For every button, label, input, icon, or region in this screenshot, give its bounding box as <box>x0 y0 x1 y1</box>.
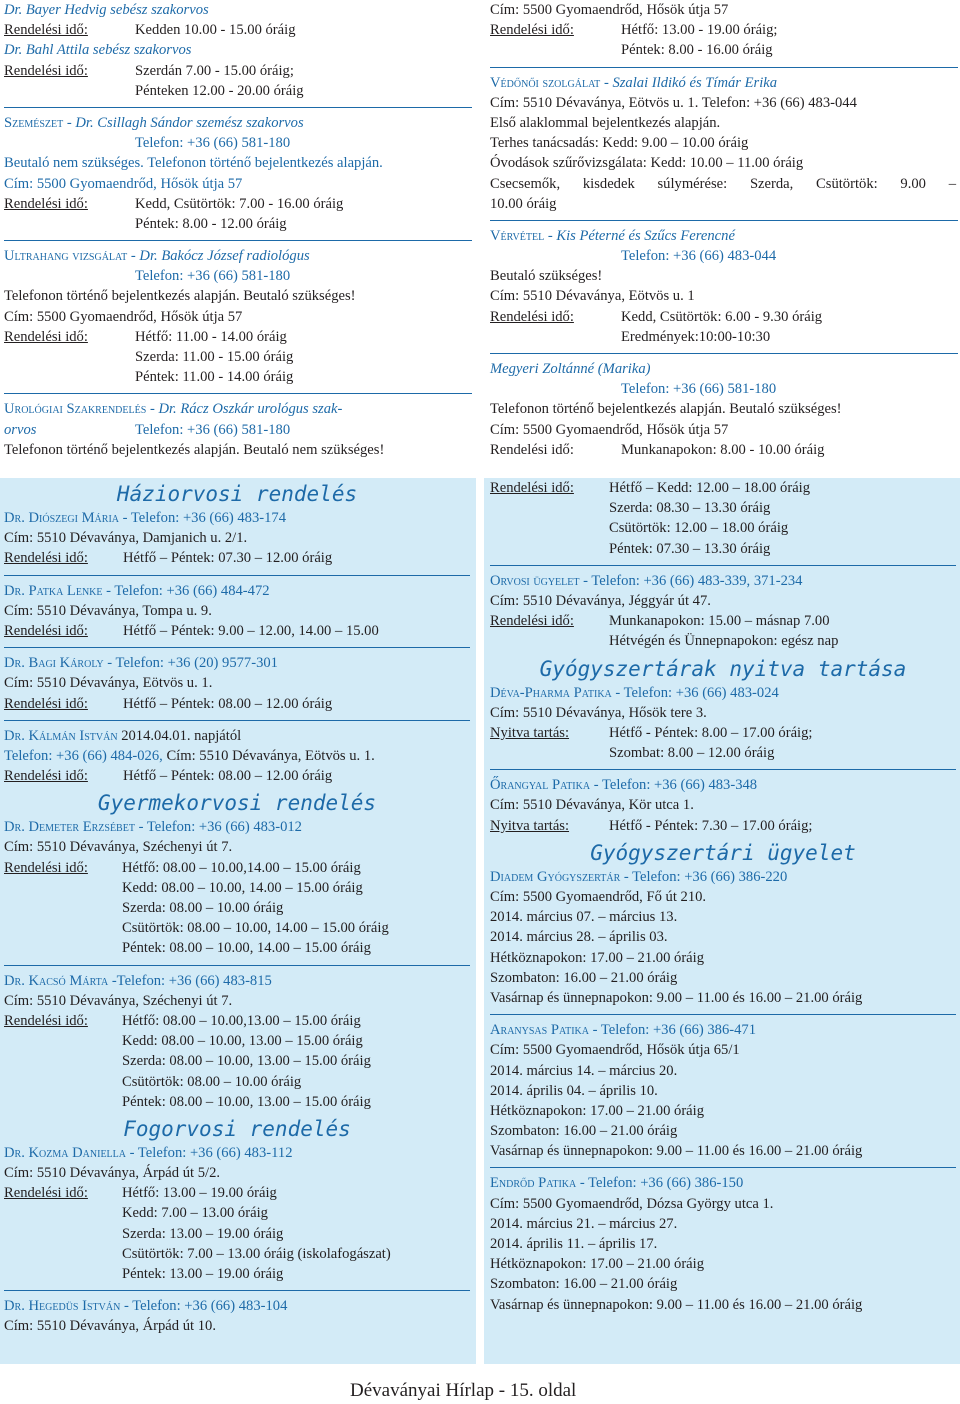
hours <box>490 816 956 836</box>
bayer-hours <box>4 20 470 40</box>
hours-value: Kedden 10.00 - 15.00 óráig <box>135 22 296 39</box>
phone: - Telefon: +36 (20) 9577-301 <box>103 655 278 672</box>
address: Cím: 5500 Gyomaendrőd, Fő út 210. <box>490 889 707 905</box>
address: Cím: 5510 Dévaványa, Eötvös u. 1 <box>490 288 695 305</box>
hazi-d4-contact <box>4 746 470 766</box>
hours-value: Hétfő – Péntek: 08.00 – 12.00 óráig <box>123 768 333 785</box>
duty-hours: Szombaton: 16.00 – 21.00 óráig <box>490 1123 678 1140</box>
address: Cím: 5510 Dévaványa, Eötvös u. 1. <box>4 675 213 692</box>
hours-value: Munkanapokon: 8.00 - 10.00 óráig <box>621 441 825 458</box>
szem-phone: Telefon: +36 (66) 581-180 <box>135 135 291 152</box>
ultra-phone: Telefon: +36 (66) 581-180 <box>135 268 291 285</box>
pharmacy-name: Endrőd Patika <box>490 1175 577 1192</box>
bayer-name: Dr. Bayer Hedvig sebész szakorvos <box>4 2 209 18</box>
section-divider <box>490 353 958 354</box>
section-divider <box>4 965 470 966</box>
hours-value: Kedd, Csütörtök: 7.00 - 16.00 óráig <box>135 195 344 212</box>
hours-label: Rendelési idő: <box>4 1012 88 1029</box>
phone: Telefon: +36 (66) 484-026, <box>4 747 163 764</box>
duty-dates: 2014. március 07. – március 13. <box>490 909 678 926</box>
hours <box>490 723 956 743</box>
note: Telefonon történő bejelentkezés alapján. Beutaló szükséges! <box>490 401 842 418</box>
hours-label: Rendelési idő: <box>4 768 88 785</box>
phone: - Telefon: +36 (66) 483-104 <box>120 1298 288 1315</box>
uro-phone-line <box>4 420 470 440</box>
hours-value: Péntek: 08.00 – 10.00, 14.00 – 15.00 óráig <box>122 940 371 957</box>
gyermek-d1 <box>4 817 470 837</box>
address: Cím: 5510 Dévaványa, Árpád út 10. <box>4 1318 216 1335</box>
doctor-name: - Dr. Bakócz József radiológus <box>127 248 310 265</box>
section-title: Védőnői szolgálat <box>490 74 601 91</box>
hours-value: Hétfő: 08.00 – 10.00,13.00 – 15.00 óráig <box>122 1012 361 1029</box>
section-title: Urológiai Szakrendelés <box>4 401 147 418</box>
doctor-name: - Dr. Csillagh Sándor szemész szakorvos <box>63 114 304 131</box>
pharmacy-name: Déva-Pharma Patika <box>490 684 612 701</box>
hazi-d4 <box>4 726 470 746</box>
pharmacy-name: Diadem Gyógyszertár <box>490 868 621 885</box>
hours-label: Rendelési idő: <box>4 328 88 345</box>
hours-value: Csütörtök: 08.00 – 10.00 óráig <box>122 1073 302 1090</box>
hours-value: Kedd, Csütörtök: 6.00 - 9.30 óráig <box>621 308 823 325</box>
staff-names: - Kis Péterné és Szűcs Ferencné <box>544 227 735 244</box>
pharmacy-name: Őrangyal Patika <box>490 777 591 794</box>
vedo-title-line <box>490 73 956 93</box>
section-divider <box>490 220 958 221</box>
section-divider <box>490 67 958 68</box>
pharmacy-header: Gyógyszertárak nyitva tartása <box>539 656 907 681</box>
hours-value: Hétfő: 13.00 - 19.00 óráig; <box>621 22 778 39</box>
hours <box>490 20 956 40</box>
bahl-hours-2: Pénteken 12.00 - 20.00 óráig <box>135 82 304 99</box>
section-title: Vérvétel <box>490 227 545 244</box>
hours-value: Péntek: 13.00 – 19.00 óráig <box>122 1266 284 1282</box>
address: Cím: 5510 Dévaványa, Jéggyár út 47. <box>490 592 711 609</box>
hours-label: Rendelési idő: <box>4 22 88 39</box>
hours-label: Rendelési idő: <box>490 308 574 325</box>
doctor-name-cont: orvos <box>4 421 37 438</box>
hours-value: Szerda: 08.00 – 10.00, 13.00 – 15.00 óráig <box>122 1053 371 1070</box>
duty-hours: Szombaton: 16.00 – 21.00 óráig <box>490 969 678 986</box>
bahl-name: Dr. Bahl Attila sebész szakorvos <box>4 42 192 59</box>
hours-label: Nyitva tartás: <box>490 724 570 741</box>
doctor-name: - Dr. Rácz Oszkár urológus szak- <box>146 401 343 418</box>
note: Első alaklommal bejelentkezés alapján. <box>490 114 721 131</box>
hours-value: Hétfő: 08.00 – 10.00,14.00 – 15.00 óráig <box>122 859 361 876</box>
bahl-hours <box>4 61 470 81</box>
duty-dates: 2014. április 04. – április 10. <box>490 1082 658 1099</box>
phone: - Telefon: +36 (66) 386-471 <box>588 1022 757 1039</box>
hours-value: Péntek: 08.00 – 10.00, 13.00 – 15.00 óráig <box>122 1093 371 1110</box>
diad-title-line <box>490 867 956 887</box>
phone: - Telefon: +36 (66) 483-348 <box>590 777 758 794</box>
section-divider <box>4 575 470 576</box>
ultra-note: Telefonon történő bejelentkezés alapján. Beutaló szükséges! <box>4 288 356 305</box>
page-footer: Dévaványai Hírlap - 15. oldal <box>350 1380 577 1401</box>
pharmacy-name: Aranysas Patika <box>490 1022 589 1039</box>
doctor-name: Dr. Hegedüs István <box>4 1298 121 1315</box>
hours-value: Hétfő – Kedd: 12.00 – 18.00 óráig <box>609 480 811 496</box>
right-info-box <box>484 478 960 1364</box>
hours-value: Péntek: 07.30 – 13.30 óráig <box>609 540 771 557</box>
address: Cím: 5500 Gyomaendrőd, Hősök útja 57 <box>490 2 729 18</box>
phone: - Telefon: +36 (66) 483-112 <box>126 1144 293 1161</box>
staff-names: - Szalai Ildikó és Tímár Erika <box>600 74 778 91</box>
section-divider <box>4 720 470 721</box>
uro-note: Telefonon történő bejelentkezés alapján. Beutaló nem szükséges! <box>4 441 385 458</box>
section-divider <box>4 1290 470 1291</box>
duty-hours: Hétköznapokon: 17.00 – 21.00 óráig <box>490 949 705 966</box>
duty-hours: Hétköznapokon: 17.00 – 21.00 óráig <box>490 1256 705 1273</box>
section-divider <box>490 1014 956 1015</box>
phone: Telefon: +36 (66) 483-044 <box>621 248 777 265</box>
hours-value: Munkanapokon: 15.00 – másnap 7.00 <box>609 613 830 630</box>
fog-d1 <box>4 1143 470 1163</box>
hours-value: Hétfő - Péntek: 7.30 – 17.00 óráig; <box>609 817 813 834</box>
hours-label: Rendelési idő: <box>4 550 88 567</box>
address: Cím: 5510 Dévaványa, Eötvös u. 1. <box>162 747 375 764</box>
szem-note: Beutaló nem szükséges. Telefonon történő bejelentkezés alapján. <box>4 155 383 172</box>
address: Cím: 5500 Gyomaendrőd, Hősök útja 57 <box>490 421 729 438</box>
hazi-header: Háziorvosi rendelés <box>116 482 358 506</box>
phone: - Telefon: +36 (66) 386-220 <box>620 868 788 885</box>
section-divider <box>4 647 470 648</box>
date: 2014.04.01. napjától <box>117 727 242 744</box>
doctor-name: Dr. Patka Lenke <box>4 582 103 599</box>
hours-value: Hétfő – Péntek: 07.30 – 12.00 óráig <box>123 550 333 567</box>
section-divider <box>4 107 472 108</box>
hours-value: Kedd: 08.00 – 10.00, 13.00 – 15.00 óráig <box>122 1033 363 1050</box>
duty-dates: 2014. március 14. – március 20. <box>490 1062 678 1079</box>
phone: -Telefon: +36 (66) 483-815 <box>108 972 272 989</box>
doctor-name: Dr. Demeter Erzsébet <box>4 819 135 836</box>
endr-title-line <box>490 1173 956 1193</box>
note: Beutaló szükséges! <box>490 268 603 285</box>
address: Cím: 5510 Dévaványa, Tompa u. 9. <box>4 602 212 619</box>
hours-value: Csütörtök: 7.00 – 13.00 óráig (iskolafogászat) <box>122 1245 391 1262</box>
hours-value: Szerda: 13.00 – 19.00 óráig <box>122 1225 284 1242</box>
note: 10.00 óráig <box>490 195 557 212</box>
hours <box>4 766 470 786</box>
hours-value: Péntek: 8.00 - 16.00 óráig <box>621 42 773 59</box>
section-divider <box>4 240 472 241</box>
doctor-name: Dr. Diószegi Mária <box>4 510 119 526</box>
address: Cím: 5510 Dévaványa, Széchenyi út 7. <box>4 992 233 1009</box>
note: Óvodások szűrővizsgálata: Kedd: 10.00 – 11.00 óráig <box>490 155 804 172</box>
hours-value: Hétfő - Péntek: 8.00 – 17.00 óráig; <box>609 724 813 741</box>
phone: - Telefon: +36 (66) 386-150 <box>576 1175 744 1192</box>
hours <box>490 611 956 631</box>
duty-hours: Vasárnap és ünnepnapokon: 9.00 – 11.00 és 16.00 – 21.00 óráig <box>490 1296 863 1313</box>
address: Cím: 5510 Dévaványa, Damjanich u. 2/1. <box>4 530 248 547</box>
address: Cím: 5510 Dévaványa, Hősök tere 3. <box>490 704 707 721</box>
ultra-hours <box>4 327 470 347</box>
fog-d2 <box>4 1296 470 1316</box>
section-divider <box>490 769 956 770</box>
address: Cím: 5510 Dévaványa, Széchenyi út 7. <box>4 839 233 856</box>
hours-value: Hétfő – Péntek: 08.00 – 12.00 óráig <box>123 695 333 712</box>
hours-label: Rendelési idő: <box>4 859 88 876</box>
hazi-d3 <box>4 653 470 673</box>
address: Cím: 5500 Gyomaendrőd, Hősök útja 65/1 <box>490 1042 740 1059</box>
ultra-hours-2: Szerda: 11.00 - 15.00 óráig <box>135 349 294 365</box>
szem-hours <box>4 194 470 214</box>
duty-dates: 2014. március 21. – március 27. <box>490 1215 678 1232</box>
hours-value: Eredmények:10:00-10:30 <box>621 328 771 345</box>
staff-names: Megyeri Zoltánné (Marika) <box>490 361 651 377</box>
uro-title-line <box>4 399 470 419</box>
duty-dates: 2014. március 28. – április 03. <box>490 929 668 946</box>
gyermek-header: Gyermekorvosi rendelés <box>97 791 377 816</box>
hours-value: Hétfő: 13.00 – 19.00 óráig <box>122 1185 277 1202</box>
doctor-name: Dr. Kálmán István <box>4 727 118 744</box>
szem-title-line <box>4 113 470 133</box>
hazi-d2 <box>4 581 470 601</box>
hours-value: Szombat: 8.00 – 12.00 óráig <box>609 745 775 762</box>
hours-label: Rendelési idő: <box>4 622 88 639</box>
left-column <box>4 0 470 460</box>
hours <box>490 440 956 460</box>
address: Cím: 5510 Dévaványa, Árpád út 5/2. <box>4 1165 221 1182</box>
duty-hours: Vasárnap és ünnepnapokon: 9.00 – 11.00 és 16.00 – 21.00 óráig <box>490 989 863 1006</box>
hours-label: Nyitva tartás: <box>490 817 570 834</box>
hours-label: Rendelési idő: <box>490 22 574 39</box>
pharmacy-duty-header: Gyógyszertári ügyelet <box>590 840 856 865</box>
hours-value: Hétvégén és Ünnepnapokon: egész nap <box>609 633 839 650</box>
left-info-box <box>0 478 476 1364</box>
hours <box>4 548 470 568</box>
doctor-name: Dr. Kacsó Márta <box>4 972 109 989</box>
hours <box>490 478 956 498</box>
section-divider <box>4 393 472 394</box>
doctor-name: Dr. Kozma Daniella <box>4 1144 126 1161</box>
ultra-title-line <box>4 246 470 266</box>
address: Cím: 5510 Dévaványa, Kör utca 1. <box>490 797 694 814</box>
gyermek-d2 <box>4 971 470 991</box>
duty-dates: 2014. április 11. – április 17. <box>490 1236 658 1252</box>
duty-hours: Szombaton: 16.00 – 21.00 óráig <box>490 1276 678 1293</box>
duty-hours: Vasárnap és ünnepnapokon: 9.00 – 11.00 és 16.00 – 21.00 óráig <box>490 1143 863 1160</box>
hours <box>4 621 470 641</box>
ver-title-line <box>490 226 956 246</box>
hours-value: Szerdán 7.00 - 15.00 óráig; <box>135 62 294 79</box>
address: Cím: 5500 Gyomaendrőd, Dózsa György utca 1. <box>490 1195 774 1212</box>
szem-address: Cím: 5500 Gyomaendrőd, Hősök útja 57 <box>4 175 243 192</box>
hours <box>4 694 470 714</box>
hours-value: Csütörtök: 12.00 – 18.00 óráig <box>609 520 789 537</box>
section-divider <box>490 1167 956 1168</box>
section-title: Orvosi ügyelet <box>490 572 580 589</box>
phone: - Telefon: +36 (66) 484-472 <box>102 582 270 599</box>
hours-label: Rendelési idő: <box>4 195 88 212</box>
hazi-d1 <box>4 508 470 528</box>
duty-hours: Hétköznapokon: 17.00 – 21.00 óráig <box>490 1102 705 1119</box>
phone: Telefon: +36 (66) 581-180 <box>621 381 777 398</box>
section-divider <box>490 565 956 566</box>
ugyelet-title-line <box>490 571 956 591</box>
fog-header: Fogorvosi rendelés <box>123 1116 351 1141</box>
phone: - Telefon: +36 (66) 483-012 <box>134 819 302 836</box>
hours <box>4 858 470 878</box>
doctor-name: Dr. Bagi Károly <box>4 655 104 672</box>
hours-value: Szerda: 08.00 – 10.00 óráig <box>122 900 284 916</box>
deva-title-line <box>490 683 956 703</box>
address: Cím: 5510 Dévaványa, Eötvös u. 1. Telefon: +36 (66) 483-044 <box>490 94 857 111</box>
hours-label: Rendelési idő: <box>4 695 88 712</box>
hours-value: Hétfő: 11.00 - 14.00 óráig <box>135 328 287 345</box>
aran-title-line <box>490 1020 956 1040</box>
hours-value: Kedd: 08.00 – 10.00, 14.00 – 15.00 óráig <box>122 879 363 896</box>
hours <box>490 307 956 327</box>
hours-value: Szerda: 08.30 – 13.30 óráig <box>609 500 771 517</box>
hours-value: Kedd: 7.00 – 13.00 óráig <box>122 1205 268 1222</box>
ultra-address: Cím: 5500 Gyomaendrőd, Hősök útja 57 <box>4 308 243 325</box>
phone: - Telefon: +36 (66) 483-339, 371-234 <box>579 572 803 589</box>
hours-label: Rendelési idő: <box>4 1185 88 1202</box>
phone: - Telefon: +36 (66) 483-174 <box>119 510 287 526</box>
hours-value: Csütörtök: 08.00 – 10.00, 14.00 – 15.00 óráig <box>122 920 389 937</box>
hours <box>4 1011 470 1031</box>
note: Terhes tanácsadás: Kedd: 9.00 – 10.00 óráig <box>490 135 749 152</box>
phone: - Telefon: +36 (66) 483-024 <box>611 684 779 701</box>
hours-value: Hétfő – Péntek: 9.00 – 12.00, 14.00 – 15.00 <box>123 622 379 639</box>
hours-label: Rendelési idő: <box>490 441 574 458</box>
phone: Telefon: +36 (66) 581-180 <box>135 421 291 438</box>
hours-label: Rendelési idő: <box>4 62 88 79</box>
ultra-hours-3: Péntek: 11.00 - 14.00 óráig <box>135 369 294 386</box>
hours-label: Rendelési idő: <box>490 480 574 496</box>
right-column <box>490 0 956 460</box>
szem-hours-2: Péntek: 8.00 - 12.00 óráig <box>135 215 287 232</box>
hours-label: Rendelési idő: <box>490 613 574 630</box>
oran-title-line <box>490 775 956 795</box>
section-title: Ultrahang vizsgálat <box>4 248 128 265</box>
hours <box>4 1183 470 1203</box>
note: Csecsemők, kisdedek súlymérése: Szerda, Csütörtök: 9.00 – <box>490 175 956 192</box>
section-title: Szemészet <box>4 114 64 131</box>
